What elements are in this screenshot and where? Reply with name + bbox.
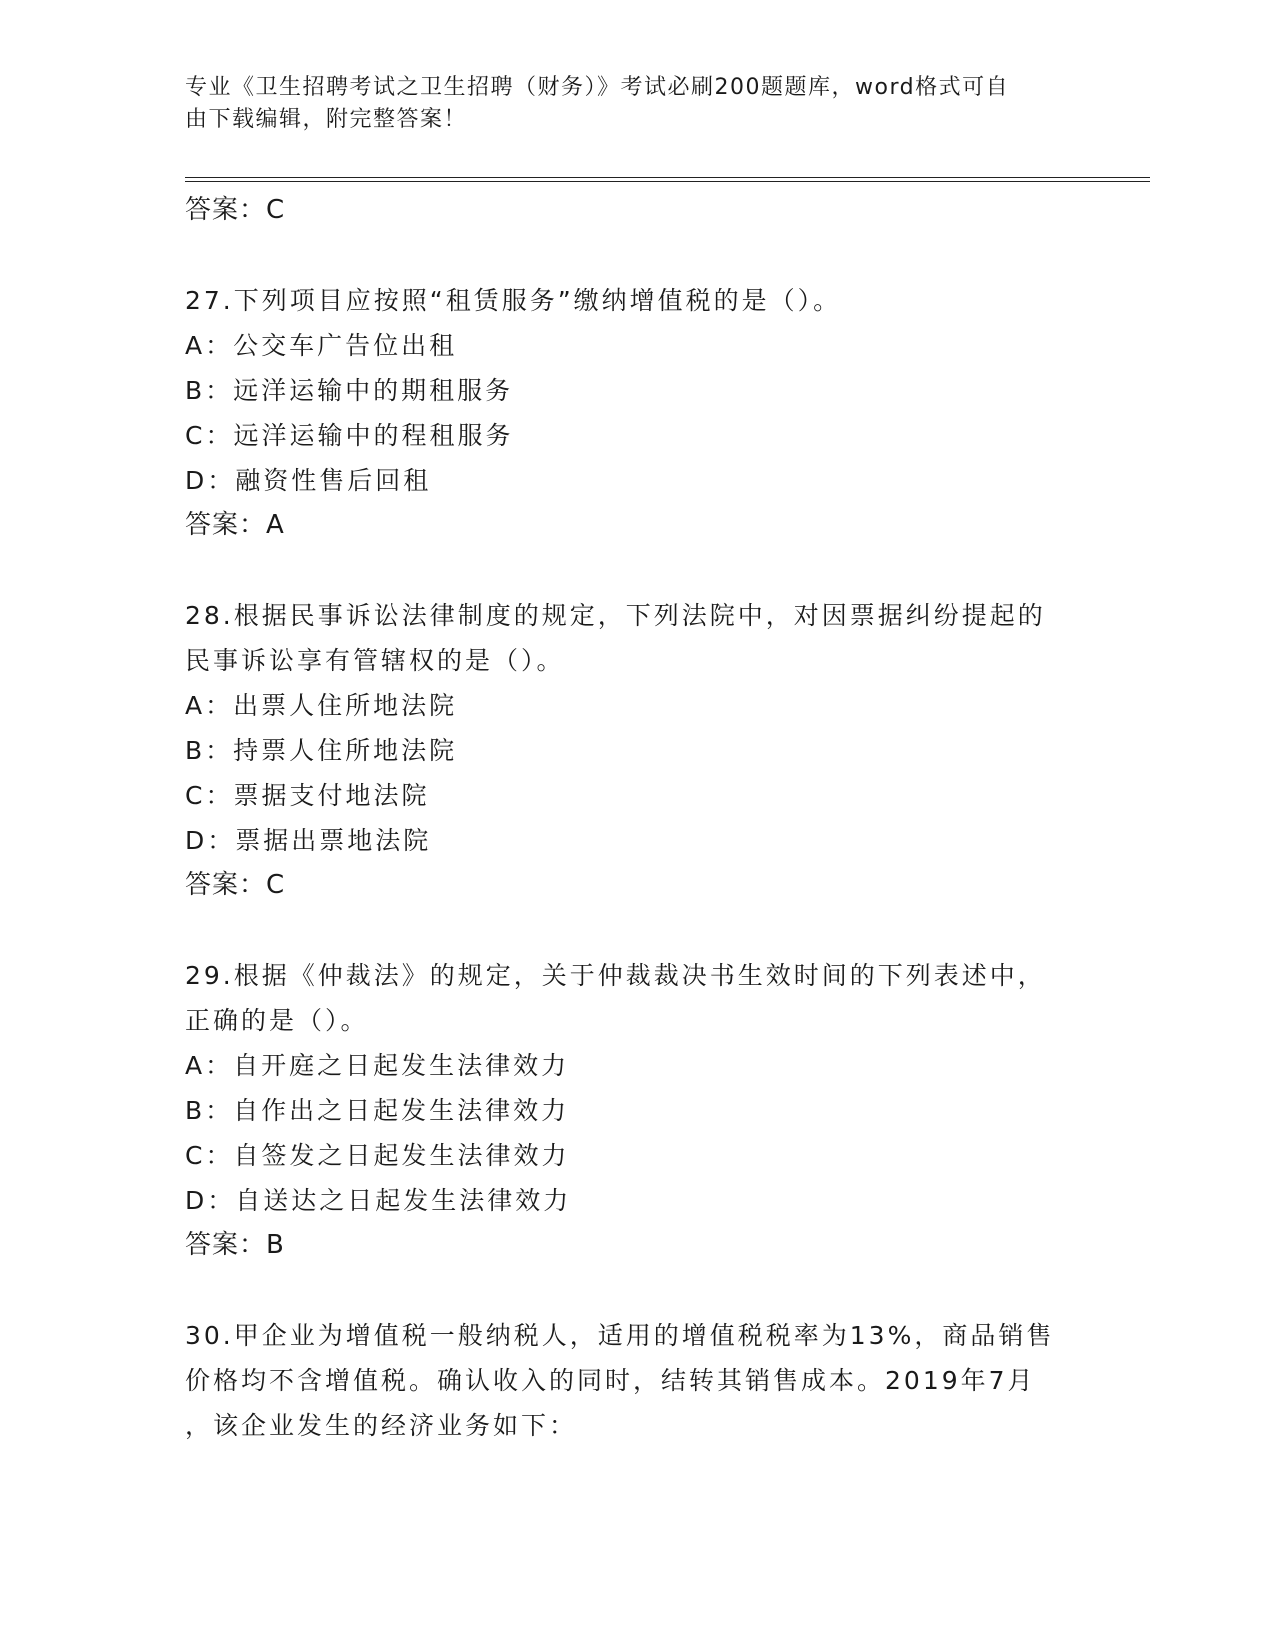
option-b: B：远洋运输中的期租服务 <box>185 376 514 405</box>
answer-line: 答案：C <box>185 195 286 225</box>
spacer <box>185 233 1150 278</box>
spacer <box>185 548 1150 593</box>
question-text: 28.根据民事诉讼法律制度的规定，下列法院中，对因票据纠纷提起的 <box>185 601 1046 630</box>
option-c: C：自签发之日起发生法律效力 <box>185 1141 570 1170</box>
question-text: 民事诉讼享有管辖权的是（）。 <box>185 646 565 675</box>
question-text: 27.下列项目应按照“租赁服务”缴纳增值税的是（）。 <box>185 286 842 315</box>
question-28 <box>185 593 1150 908</box>
question-text: 29.根据《仲裁法》的规定，关于仲裁裁决书生效时间的下列表述中， <box>185 961 1046 990</box>
option-a: A：出票人住所地法院 <box>185 691 458 720</box>
question-30 <box>185 1313 1150 1448</box>
question-27 <box>185 278 1150 548</box>
option-b: B：持票人住所地法院 <box>185 736 458 765</box>
answer-line: 答案：A <box>185 510 285 540</box>
option-b: B：自作出之日起发生法律效力 <box>185 1096 570 1125</box>
answer-line: 答案：C <box>185 870 286 900</box>
answer-line: 答案：B <box>185 1230 285 1260</box>
document-header <box>185 72 1065 136</box>
question-29 <box>185 953 1150 1268</box>
question-text: 30.甲企业为增值税一般纳税人，适用的增值税税率为13%，商品销售 <box>185 1321 1055 1350</box>
option-a: A：自开庭之日起发生法律效力 <box>185 1051 570 1080</box>
option-c: C：票据支付地法院 <box>185 781 430 810</box>
spacer <box>185 908 1150 953</box>
question-text: 价格均不含增值税。确认收入的同时，结转其销售成本。2019年7月 <box>185 1366 1036 1395</box>
header-double-rule <box>185 177 1150 182</box>
question-text: ，该企业发生的经济业务如下： <box>185 1411 578 1440</box>
option-d: D：票据出票地法院 <box>185 826 432 855</box>
header-line-2: 由下载编辑，附完整答案！ <box>185 107 468 132</box>
question-text: 正确的是（）。 <box>185 1006 369 1035</box>
option-a: A：公交车广告位出租 <box>185 331 458 360</box>
option-c: C：远洋运输中的程租服务 <box>185 421 514 450</box>
spacer <box>185 1268 1150 1313</box>
option-d: D：自送达之日起发生法律效力 <box>185 1186 572 1215</box>
option-d: D：融资性售后回租 <box>185 466 432 495</box>
header-line-1: 专业《卫生招聘考试之卫生招聘（财务）》考试必刷200题题库，word格式可自 <box>185 75 1010 100</box>
document-page <box>185 0 1150 1650</box>
document-body <box>185 188 1150 1448</box>
